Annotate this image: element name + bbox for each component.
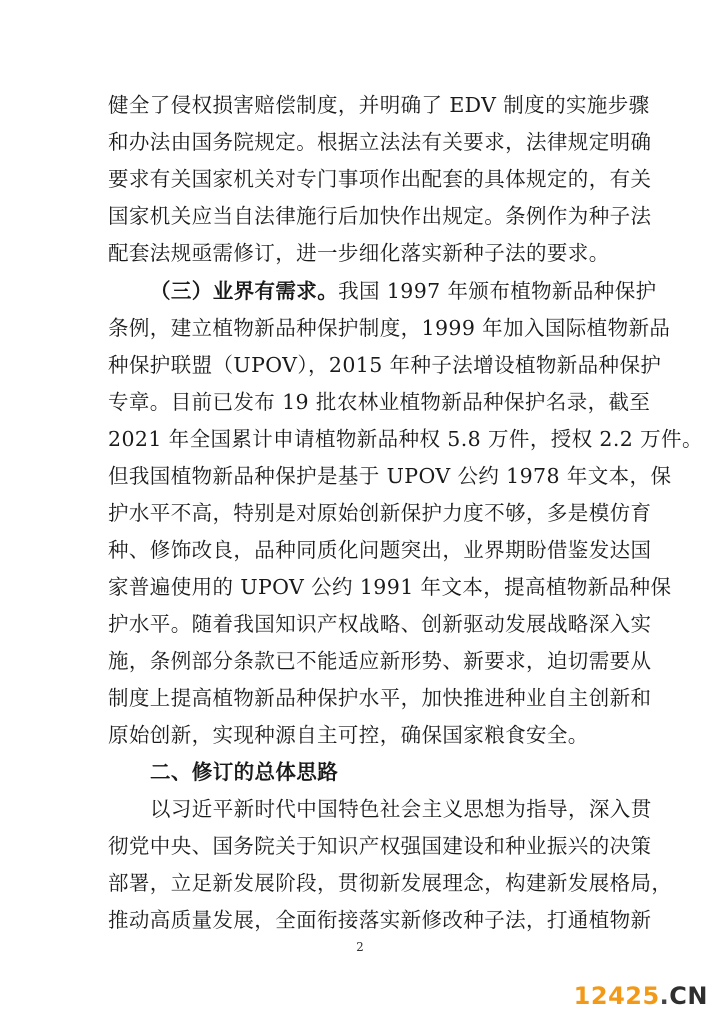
paragraph-line: 健全了侵权损害赔偿制度，并明确了 EDV 制度的实施步骤 <box>108 93 650 117</box>
paragraph-line: 施，条例部分条款已不能适应新形势、新要求，迫切需要从 <box>108 649 652 673</box>
paragraph-line: 专章。目前已发布 19 批农林业植物新品种保护名录，截至 <box>108 390 651 414</box>
paragraph-line: 家普遍使用的 UPOV 公约 1991 年文本，提高植物新品种保 <box>108 575 672 599</box>
paragraph-line: 和办法由国务院规定。根据立法法有关要求，法律规定明确 <box>108 130 652 154</box>
paragraph-line: 彻党中央、国务院关于知识产权强国建设和种业振兴的决策 <box>108 834 652 858</box>
watermark-dot: . <box>659 982 670 1010</box>
watermark-number: 12425 <box>573 982 660 1010</box>
paragraph-line: 种、修饰改良，品种同质化问题突出，业界期盼借鉴发达国 <box>108 538 652 562</box>
paragraph-line: 推动高质量发展，全面衔接落实新修改种子法，打通植物新 <box>108 908 652 932</box>
paragraph-line: 配套法规亟需修订，进一步细化落实新种子法的要求。 <box>108 241 610 265</box>
paragraph-line: 条例，建立植物新品种保护制度，1999 年加入国际植物新品 <box>108 316 671 340</box>
paragraph-line: 但我国植物新品种保护是基于 UPOV 公约 1978 年文本，保 <box>108 464 672 488</box>
section-3-first-line <box>150 276 657 306</box>
section-3-title: （三）业界有需求。 <box>150 279 339 303</box>
watermark-logo <box>574 982 708 1010</box>
paragraph-line: 制度上提高植物新品种保护水平，加快推进种业自主创新和 <box>108 686 652 710</box>
paragraph-line: 要求有关国家机关对专门事项作出配套的具体规定的，有关 <box>108 167 652 191</box>
paragraph-line: 2021 年全国累计申请植物新品种权 5.8 万件，授权 2.2 万件。 <box>108 427 703 451</box>
paragraph-line: 种保护联盟（UPOV），2015 年种子法增设植物新品种保护 <box>108 353 662 377</box>
section-heading: 二、修订的总体思路 <box>150 760 339 784</box>
watermark-domain: CN <box>669 982 708 1010</box>
paragraph-line: 护水平。随着我国知识产权战略、创新驱动发展战略深入实 <box>108 612 652 636</box>
page-number: 2 <box>356 940 364 954</box>
paragraph-line: 以习近平新时代中国特色社会主义思想为指导，深入贯 <box>150 797 652 821</box>
paragraph-line: 原始创新，实现种源自主可控，确保国家粮食安全。 <box>108 723 589 747</box>
paragraph-line: 护水平不高，特别是对原始创新保护力度不够，多是模仿育 <box>108 501 652 525</box>
section-3-first-line-text: 我国 1997 年颁布植物新品种保护 <box>338 279 657 303</box>
paragraph-line: 国家机关应当自法律施行后加快作出规定。条例作为种子法 <box>108 204 652 228</box>
paragraph-line: 部署，立足新发展阶段，贯彻新发展理念，构建新发展格局， <box>108 871 673 895</box>
